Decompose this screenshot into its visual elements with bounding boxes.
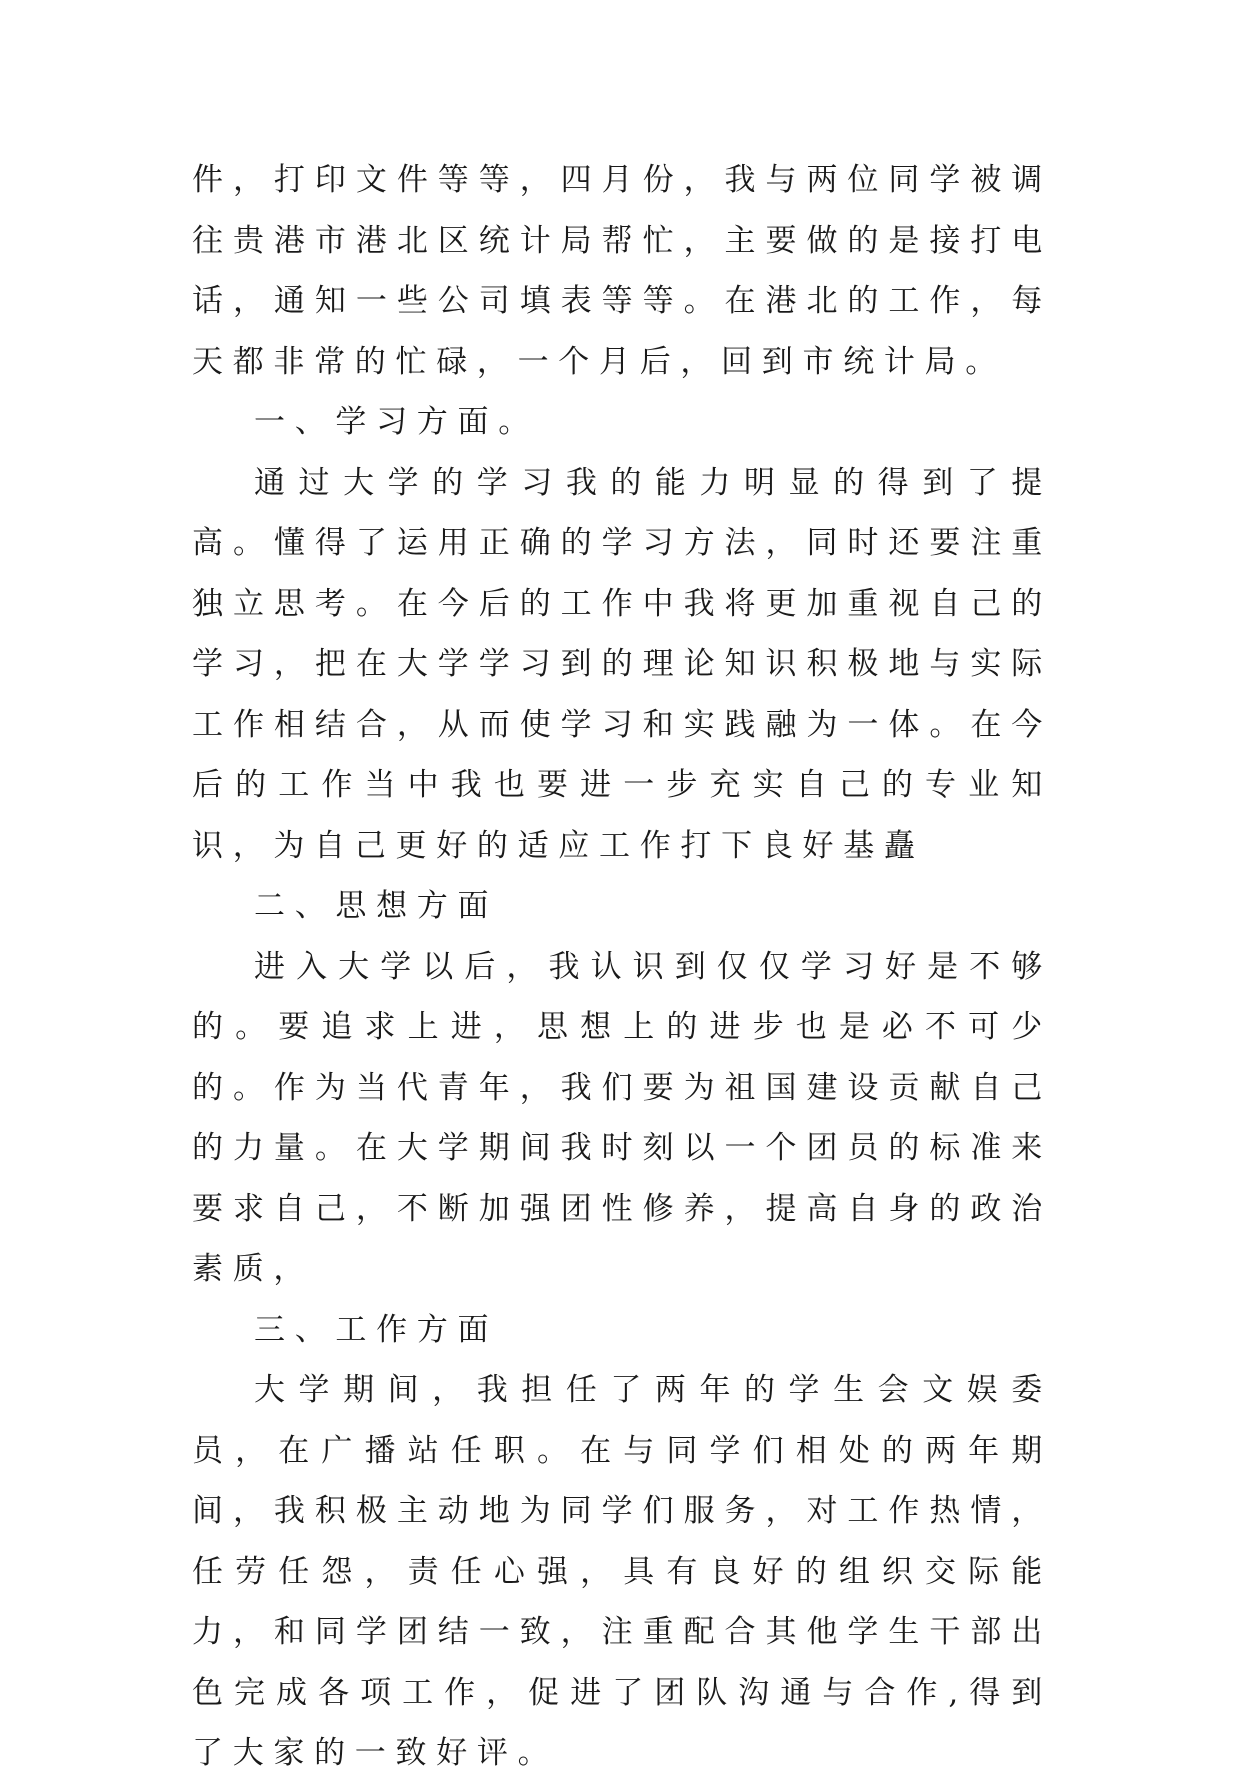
section-heading-work: 三、工作方面 (254, 1311, 499, 1348)
paragraph-continuation: 件，打印文件等等，四月份，我与两位同学被调往贵港市港北区统计局帮忙，主要做的是接打电话，通知一些公司填表等等。在港北的工作，每天都非常的忙碌，一个月后，回到市统计局。 (192, 162, 1052, 380)
paragraph-work: 大学期间，我担任了两年的学生会文娱委员，在广播站任职。在与同学们相处的两年期间，我积极主动地为同学们服务，对工作热情，任劳任怨，责任心强，具有良好的组织交际能力，和同学团结一致，注重配合其他学生干部出色完成各项工作，促进了团队沟通与合作,得到了大家的一致好评。 (192, 1372, 1052, 1771)
paragraph-study: 通过大学的学习我的能力明显的得到了提高。懂得了运用正确的学习方法，同时还要注重独立思考。在今后的工作中我将更加重视自己的学习，把在大学学习到的理论知识积极地与实际工作相结合，从而使学习和实践融为一体。在今后的工作当中我也要进一步充实自己的专业知识，为自己更好的适应工作打下良好基矗 (192, 464, 1052, 864)
paragraph-thought: 进入大学以后，我认识到仅仅学习好是不够的。要追求上进，思想上的进步也是必不可少的。作为当代青年，我们要为祖国建设贡献自己的力量。在大学期间我时刻以一个团员的标准来要求自己，不断加强团性修养，提高自身的政治素质， (192, 948, 1052, 1287)
section-heading-study: 一、学习方面。 (254, 404, 539, 440)
document-body (192, 150, 1052, 1784)
section-heading-thought: 二、思想方面 (254, 888, 499, 924)
